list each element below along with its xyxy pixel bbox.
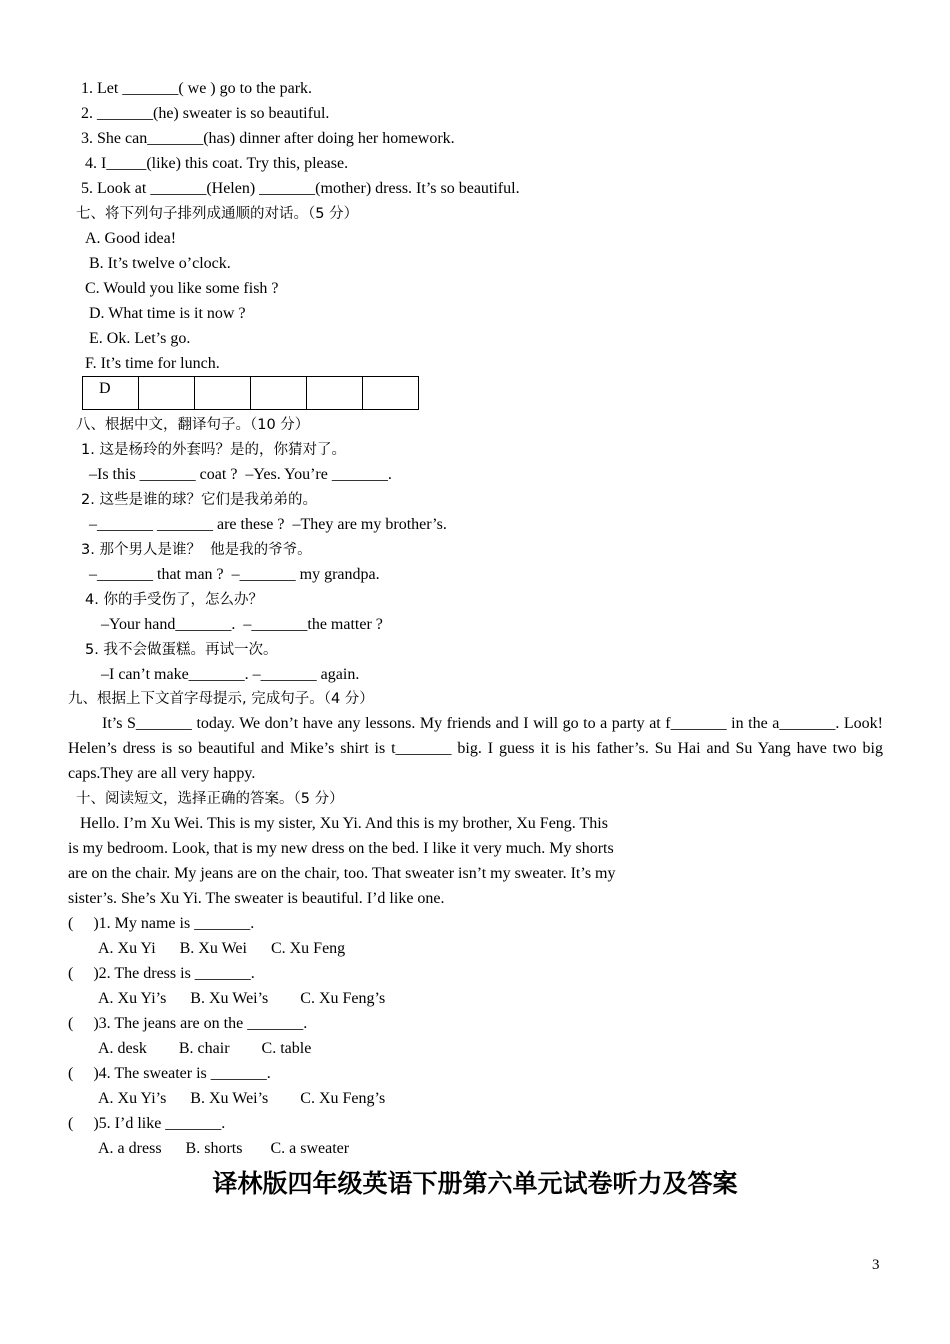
s8-item-2-english: –_______ _______ are these ? –They are my brother’s. <box>89 516 447 533</box>
s10-passage-line-2: is my bedroom. Look, that is my new dress on the bed. I like it very much. My shorts <box>68 840 614 857</box>
s8-item-4-english: –Your hand_______. –_______the matter ? <box>101 616 383 633</box>
s6-question-3: 3. She can_______(has) dinner after doing her homework. <box>81 130 455 147</box>
s7-option-a: A. Good idea! <box>85 230 177 247</box>
order-cell-5[interactable] <box>307 377 363 410</box>
page-number: 3 <box>872 1257 880 1273</box>
s10-question-1: ( )1. My name is _______. <box>68 915 255 932</box>
section-8-heading: 八、根据中文，翻译句子。（10 分） <box>76 417 310 433</box>
s10-question-4: ( )4. The sweater is _______. <box>68 1065 271 1082</box>
s6-question-4: 4. I_____(like) this coat. Try this, please. <box>85 155 349 172</box>
order-cell-3[interactable] <box>195 377 251 410</box>
order-cell-6[interactable] <box>363 377 419 410</box>
s8-item-1-english: –Is this _______ coat ? –Yes. You’re _______. <box>89 466 392 483</box>
s8-item-5-english: –I can’t make_______. –_______ again. <box>101 666 360 683</box>
order-answer-table <box>82 376 419 410</box>
s10-question-2: ( )2. The dress is _______. <box>68 965 255 982</box>
s10-passage-line-1: Hello. I’m Xu Wei. This is my sister, Xu Yi. And this is my brother, Xu Feng. This <box>80 815 608 832</box>
s7-option-f: F. It’s time for lunch. <box>85 355 220 372</box>
s10-question-2-options: A. Xu Yi’s B. Xu Wei’s C. Xu Feng’s <box>98 990 386 1007</box>
order-cell-1[interactable]: D <box>83 377 139 410</box>
s10-question-1-options: A. Xu Yi B. Xu Wei C. Xu Feng <box>98 940 346 957</box>
s9-passage: It’s S_______ today. We don’t have any lessons. My friends and I will go to a party at f_______ in the a_______. Look! Helen’s dress is so beautiful and Mike’s shirt is t_______ big. I guess it is his father’s. Su Hai and Su Yang have two big caps.They are all very happy. <box>68 715 883 782</box>
section-9-heading: 九、根据上下文首字母提示, 完成句子。（4 分） <box>68 691 374 707</box>
s8-item-3-chinese: 3. 那个男人是谁？ 他是我的爷爷。 <box>81 542 312 558</box>
s7-option-c: C. Would you like some fish ? <box>85 280 279 297</box>
section-10-heading: 十、阅读短文，选择正确的答案。（5 分） <box>76 791 344 807</box>
s10-question-3: ( )3. The jeans are on the _______. <box>68 1015 308 1032</box>
document-title: 译林版四年级英语下册第六单元试卷听力及答案 <box>212 1169 738 1198</box>
section-7-heading: 七、将下列句子排列成通顺的对话。（5 分） <box>76 206 359 222</box>
s10-question-5-options: A. a dress B. shorts C. a sweater <box>98 1140 350 1157</box>
s8-item-4-chinese: 4. 你的手受伤了，怎么办？ <box>85 592 263 608</box>
s8-item-5-chinese: 5. 我不会做蛋糕。再试一次。 <box>85 642 278 658</box>
s7-option-e: E. Ok. Let’s go. <box>89 330 191 347</box>
order-cell-4[interactable] <box>251 377 307 410</box>
s7-option-d: D. What time is it now ? <box>89 305 246 322</box>
s10-question-3-options: A. desk B. chair C. table <box>98 1040 312 1057</box>
s10-question-4-options: A. Xu Yi’s B. Xu Wei’s C. Xu Feng’s <box>98 1090 386 1107</box>
s6-question-1: 1. Let _______( we ) go to the park. <box>81 80 313 97</box>
s10-question-5: ( )5. I’d like _______. <box>68 1115 226 1132</box>
s6-question-5: 5. Look at _______(Helen) _______(mother) dress. It’s so beautiful. <box>81 180 520 197</box>
s8-item-1-chinese: 1. 这是杨玲的外套吗？是的，你猜对了。 <box>81 442 346 458</box>
s8-item-3-english: –_______ that man ? –_______ my grandpa. <box>89 566 380 583</box>
s7-option-b: B. It’s twelve o’clock. <box>89 255 231 272</box>
order-cell-2[interactable] <box>139 377 195 410</box>
s8-item-2-chinese: 2. 这些是谁的球？它们是我弟弟的。 <box>81 492 317 508</box>
s6-question-2: 2. _______(he) sweater is so beautiful. <box>81 105 330 122</box>
s10-passage-line-4: sister’s. She’s Xu Yi. The sweater is beautiful. I’d like one. <box>68 890 445 907</box>
s10-passage-line-3: are on the chair. My jeans are on the chair, too. That sweater isn’t my sweater. It’s my <box>68 865 616 882</box>
